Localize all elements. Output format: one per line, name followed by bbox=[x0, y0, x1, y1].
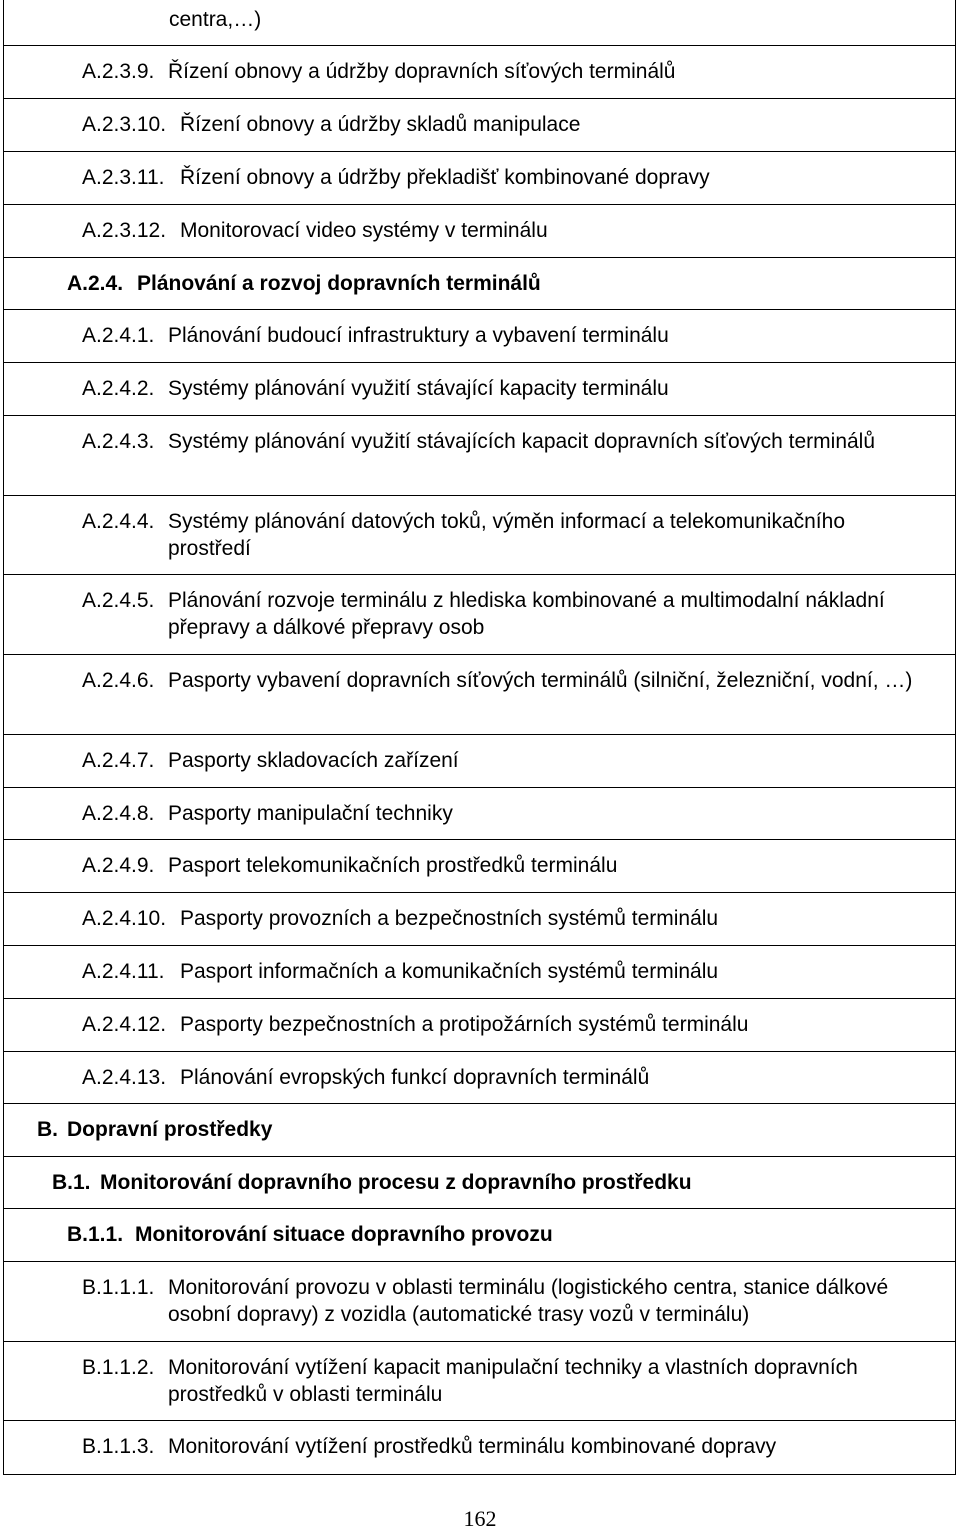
table-row bbox=[4, 309, 955, 362]
row-number: A.2.4.4. bbox=[82, 510, 155, 533]
table-row bbox=[4, 787, 955, 839]
table-row bbox=[4, 1103, 955, 1156]
row-text: Monitorování provozu v oblasti terminálu (logistického centra, stanice dálkové osobní dopravy) z vozidla (automatické trasy vozů v terminálu) bbox=[168, 1276, 889, 1326]
row-text: Plánování evropských funkcí dopravních terminálů bbox=[180, 1066, 650, 1089]
row-text: Monitorování dopravního procesu z dopravního prostředku bbox=[100, 1171, 692, 1194]
row-number: A.2.4.2. bbox=[82, 377, 155, 400]
row-number: A.2.4.3. bbox=[82, 430, 155, 453]
row-text: Řízení obnovy a údržby dopravních síťových terminálů bbox=[168, 60, 676, 83]
table-row bbox=[4, 1208, 955, 1261]
row-number: A.2.3.9. bbox=[82, 60, 155, 83]
row-number: A.2.3.11. bbox=[82, 166, 165, 189]
row-text: Plánování a rozvoj dopravních terminálů bbox=[137, 272, 541, 295]
row-number: A.2.4.11. bbox=[82, 960, 165, 983]
table-row bbox=[4, 257, 955, 309]
row-number: A.2.4.1. bbox=[82, 324, 155, 347]
row-number: B. bbox=[37, 1118, 58, 1141]
row-text: Monitorování vytížení prostředků terminálu kombinované dopravy bbox=[168, 1435, 777, 1458]
row-text: Řízení obnovy a údržby skladů manipulace bbox=[180, 113, 581, 136]
row-text: Systémy plánování datových toků, výměn informací a telekomunikačního prostředí bbox=[168, 510, 846, 560]
table-row bbox=[4, 574, 955, 654]
row-number: A.2.4.13. bbox=[82, 1066, 167, 1089]
row-number: B.1. bbox=[52, 1171, 91, 1194]
row-number: A.2.3.12. bbox=[82, 219, 167, 242]
table-row bbox=[4, 839, 955, 892]
row-number: A.2.4.8. bbox=[82, 802, 155, 825]
page-number: 162 bbox=[463, 1506, 497, 1531]
row-number: B.1.1.3. bbox=[82, 1435, 155, 1458]
table-row bbox=[4, 204, 955, 257]
row-text: Řízení obnovy a údržby překladišť kombinované dopravy bbox=[180, 166, 710, 189]
row-text: Pasporty skladovacích zařízení bbox=[168, 749, 459, 772]
row-text: Plánování budoucí infrastruktury a vybavení terminálu bbox=[168, 324, 669, 347]
table-row bbox=[4, 892, 955, 945]
row-text: Pasporty provozních a bezpečnostních systémů terminálu bbox=[180, 907, 719, 930]
row-text: Plánování rozvoje terminálu z hlediska kombinované a multimodalní nákladní přepravy a dálkové přepravy osob bbox=[168, 589, 885, 639]
row-number: B.1.1.2. bbox=[82, 1356, 155, 1379]
table-row bbox=[4, 998, 955, 1051]
outline-table bbox=[3, 0, 956, 1475]
row-number: B.1.1.1. bbox=[82, 1276, 155, 1299]
row-text: Monitorovací video systémy v terminálu bbox=[180, 219, 548, 242]
table-row bbox=[4, 734, 955, 787]
row-number: A.2.4. bbox=[67, 272, 124, 295]
table-row bbox=[4, 1420, 955, 1474]
row-number: A.2.4.6. bbox=[82, 669, 155, 692]
row-number: A.2.4.12. bbox=[82, 1013, 167, 1036]
row-number: A.2.4.10. bbox=[82, 907, 167, 930]
row-number: B.1.1. bbox=[67, 1223, 124, 1246]
table-row bbox=[4, 415, 955, 495]
row-number: A.2.4.9. bbox=[82, 854, 155, 877]
table-row bbox=[4, 0, 955, 45]
table-row bbox=[4, 1341, 955, 1420]
row-text: Pasporty bezpečnostních a protipožárních systémů terminálu bbox=[180, 1013, 749, 1036]
row-number: A.2.3.10. bbox=[82, 113, 167, 136]
row-text: Pasporty vybavení dopravních síťových terminálů (silniční, železniční, vodní, …) bbox=[168, 669, 913, 692]
row-text: Pasport informačních a komunikačních systémů terminálu bbox=[180, 960, 719, 983]
table-row bbox=[4, 1051, 955, 1103]
row-number: A.2.4.5. bbox=[82, 589, 155, 612]
row-number: A.2.4.7. bbox=[82, 749, 155, 772]
row-text: Systémy plánování využití stávajících kapacit dopravních síťových terminálů bbox=[168, 430, 876, 453]
row-text: Monitorování vytížení kapacit manipulační techniky a vlastních dopravních prostředků v oblasti terminálu bbox=[168, 1356, 858, 1406]
table-row bbox=[4, 151, 955, 204]
table-row bbox=[4, 1156, 955, 1208]
row-text: Pasport telekomunikačních prostředků terminálu bbox=[168, 854, 618, 877]
row-text: Pasporty manipulační techniky bbox=[168, 802, 453, 825]
row-text: Monitorování situace dopravního provozu bbox=[135, 1223, 553, 1246]
row-text: Dopravní prostředky bbox=[67, 1118, 273, 1141]
table-row bbox=[4, 45, 955, 98]
table-row bbox=[4, 362, 955, 415]
row-text: centra,…) bbox=[169, 8, 262, 31]
table-row bbox=[4, 1261, 955, 1341]
table-row bbox=[4, 945, 955, 998]
row-text: Systémy plánování využití stávající kapacity terminálu bbox=[168, 377, 669, 400]
table-row bbox=[4, 495, 955, 574]
table-row bbox=[4, 654, 955, 734]
table-row bbox=[4, 98, 955, 151]
